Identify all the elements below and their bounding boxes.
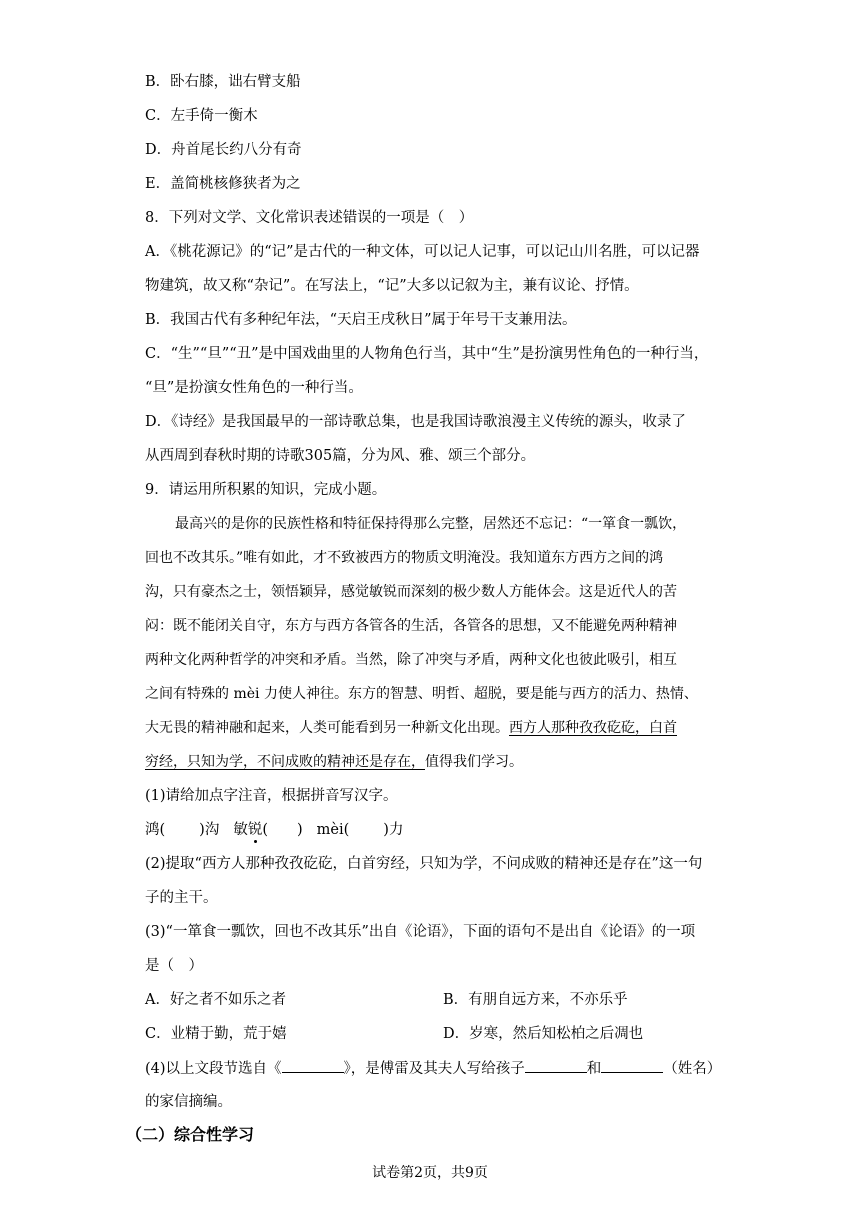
passage-line: 两种文化两种哲学的冲突和矛盾。当然，除了冲突与矛盾，两种文化也彼此吸引，相互 bbox=[145, 652, 677, 668]
q9-stem: 9．请运用所积累的知识，完成小题。 bbox=[145, 482, 387, 498]
q7-option-d: D．舟首尾长约八分有奇 bbox=[145, 142, 302, 158]
passage-text: 大无畏的精神融和起来，人类可能看到另一种新文化出现。 bbox=[145, 720, 509, 736]
q9-sub4-line1 bbox=[145, 1058, 721, 1079]
q8-option-d-line2: 从西周到春秋时期的诗歌305篇，分为风、雅、颂三个部分。 bbox=[145, 448, 536, 464]
mei-close: )力 bbox=[383, 822, 404, 838]
q9-sub3-option-c[interactable]: C．业精于勤，荒于嬉 bbox=[145, 1026, 287, 1042]
hong-label: 鸿( bbox=[145, 822, 166, 838]
q7-option-e: E．盖简桃核修狭者为之 bbox=[145, 176, 301, 192]
q8-stem: 8．下列对文学、文化常识表述错误的一项是（ ） bbox=[145, 210, 474, 226]
passage-line: 最高兴的是你的民族性格和特征保持得那么完整，居然还不忘记：“一箪食一瓢饮， bbox=[175, 516, 687, 532]
q9-sub3-option-a[interactable]: A．好之者不如乐之者 bbox=[145, 992, 286, 1008]
passage-line: 回也不改其乐。”唯有如此，才不致被西方的物质文明淹没。我知道东方西方之间的鸿 bbox=[145, 550, 664, 566]
minrui-blank[interactable]: ( ) bbox=[262, 822, 303, 838]
passage-line bbox=[145, 718, 677, 738]
q9-sub2-line2: 子的主干。 bbox=[145, 890, 218, 906]
q7-option-b: B．卧右膝，诎右臂支船 bbox=[145, 74, 301, 90]
section-title: （二）综合性学习 bbox=[126, 1125, 255, 1144]
q9-sub3-option-b[interactable]: B．有朋自远方来，不亦乐乎 bbox=[443, 992, 628, 1008]
passage-text: 值得我们学习。 bbox=[425, 754, 523, 770]
sub4-text: (4)以上文段节选自《 bbox=[145, 1061, 282, 1077]
minrui-dotted-char: 锐 bbox=[247, 822, 263, 838]
q8-option-b: B．我国古代有多种纪年法，“天启王戌秋日”属于年号干支兼用法。 bbox=[145, 312, 577, 328]
passage-line: 之间有特殊的 mèi 力使人神往。东方的智慧、明哲、超脱，要是能与西方的活力、热情、 bbox=[145, 686, 698, 702]
q8-option-c-line2: “旦”是扮演女性角色的一种行当。 bbox=[145, 380, 363, 396]
sub4-text: 和 bbox=[586, 1061, 602, 1077]
q8-option-a-line1: A．《桃花源记》的“记”是古代的一种文体，可以记人记事，可以记山川名胜，可以记器 bbox=[145, 244, 700, 260]
book-title-blank[interactable] bbox=[282, 1058, 344, 1073]
underlined-sentence-part2: 穷经，只知为学，不问成败的精神还是存在， bbox=[145, 754, 425, 770]
q9-sub2-line1: (2)提取“西方人那种孜孜矻矻，白首穷经，只知为学，不问成败的精神还是存在”这一句 bbox=[145, 856, 703, 872]
underlined-sentence-part1: 西方人那种孜孜矻矻，白首 bbox=[509, 720, 677, 736]
mei-label: mèi( bbox=[316, 822, 350, 838]
q8-option-d-line1: D．《诗经》是我国最早的一部诗歌总集，也是我国诗歌浪漫主义传统的源头，收录了 bbox=[145, 414, 686, 430]
page-footer: 试卷第2页，共9页 bbox=[372, 1165, 488, 1181]
sub4-text: 》，是傅雷及其夫人写给孩子 bbox=[343, 1061, 525, 1077]
child-name-blank-1[interactable] bbox=[525, 1058, 587, 1073]
q9-sub4-line2: 的家信摘编。 bbox=[145, 1094, 232, 1110]
passage-line bbox=[145, 752, 523, 772]
sub4-text: （姓名） bbox=[663, 1061, 722, 1077]
q9-sub3-line2: 是（ ） bbox=[145, 958, 203, 974]
child-name-blank-2[interactable] bbox=[601, 1058, 663, 1073]
hong-close: )沟 bbox=[199, 822, 220, 838]
q9-sub3-line1: (3)“一箪食一瓢饮，回也不改其乐”出自《论语》，下面的语句不是出自《论语》的一项 bbox=[145, 924, 696, 940]
q8-option-c-line1: C．“生”“旦”“丑”是中国戏曲里的人物角色行当，其中“生”是扮演男性角色的一种行当， bbox=[145, 346, 709, 362]
passage-line: 闷：既不能闭关自守，东方与西方各管各的生活，各管各的思想，又不能避免两种精神 bbox=[145, 618, 677, 634]
minrui-pre: 敏 bbox=[233, 822, 248, 838]
q8-option-a-line2: 物建筑，故又称“杂记”。在写法上，“记”大多以记叙为主，兼有议论、抒情。 bbox=[145, 278, 639, 294]
passage-line: 沟，只有豪杰之士，领悟颖异，感觉敏锐而深刻的极少数人方能体会。这是近代人的苦 bbox=[145, 584, 677, 600]
q9-sub1: (1)请给加点字注音，根据拼音写汉字。 bbox=[145, 788, 398, 804]
q7-option-c: C．左手倚一衡木 bbox=[145, 108, 258, 124]
q9-sub3-option-d[interactable]: D．岁寒，然后知松柏之后凋也 bbox=[443, 1026, 644, 1042]
q9-sub1-items bbox=[145, 820, 403, 840]
